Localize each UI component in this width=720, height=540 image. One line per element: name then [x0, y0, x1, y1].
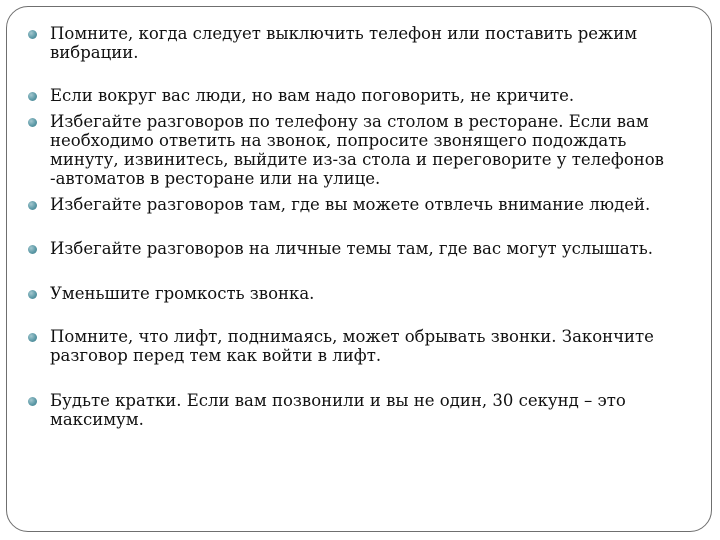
bullet-text: Уменьшите громкость звонка. [50, 284, 315, 303]
bullet-item [28, 24, 688, 62]
bullet-text: Избегайте разговоров там, где вы можете отвлечь внимание людей. [50, 195, 651, 214]
bullet-dot-icon [28, 245, 37, 254]
bullet-item [28, 239, 688, 258]
bullet-dot-icon [28, 201, 37, 210]
bullet-item [28, 195, 688, 214]
bullet-dot-icon [28, 397, 37, 406]
bullet-dot-icon [28, 333, 37, 342]
bullet-text: Будьте кратки. Если вам позвонили и вы не один, 30 секунд – это максимум. [50, 391, 626, 429]
bullet-dot-icon [28, 30, 37, 39]
bullet-item [28, 86, 688, 105]
bullet-dot-icon [28, 290, 37, 299]
bullet-dot-icon [28, 118, 37, 127]
bullet-text: Избегайте разговоров по телефону за столом в ресторане. Если вам необходимо ответить на звонок, попросите звонящего подождать минуту, извинитесь, выйдите из-за стола и переговорите у телефонов -автоматов в ресторане или на улице. [50, 112, 664, 188]
bullet-item [28, 112, 688, 188]
bullet-text: Если вокруг вас люди, но вам надо поговорить, не кричите. [50, 86, 575, 105]
bullet-item [28, 391, 688, 429]
bullet-item [28, 327, 688, 365]
slide-frame [6, 6, 712, 532]
bullet-text: Помните, когда следует выключить телефон или поставить режим вибрации. [50, 24, 638, 62]
bullet-dot-icon [28, 92, 37, 101]
bullet-text: Помните, что лифт, поднимаясь, может обрывать звонки. Закончите разговор перед тем как войти в лифт. [50, 327, 654, 365]
bullet-item [28, 284, 688, 303]
bullet-text: Избегайте разговоров на личные темы там, где вас могут услышать. [50, 239, 653, 258]
